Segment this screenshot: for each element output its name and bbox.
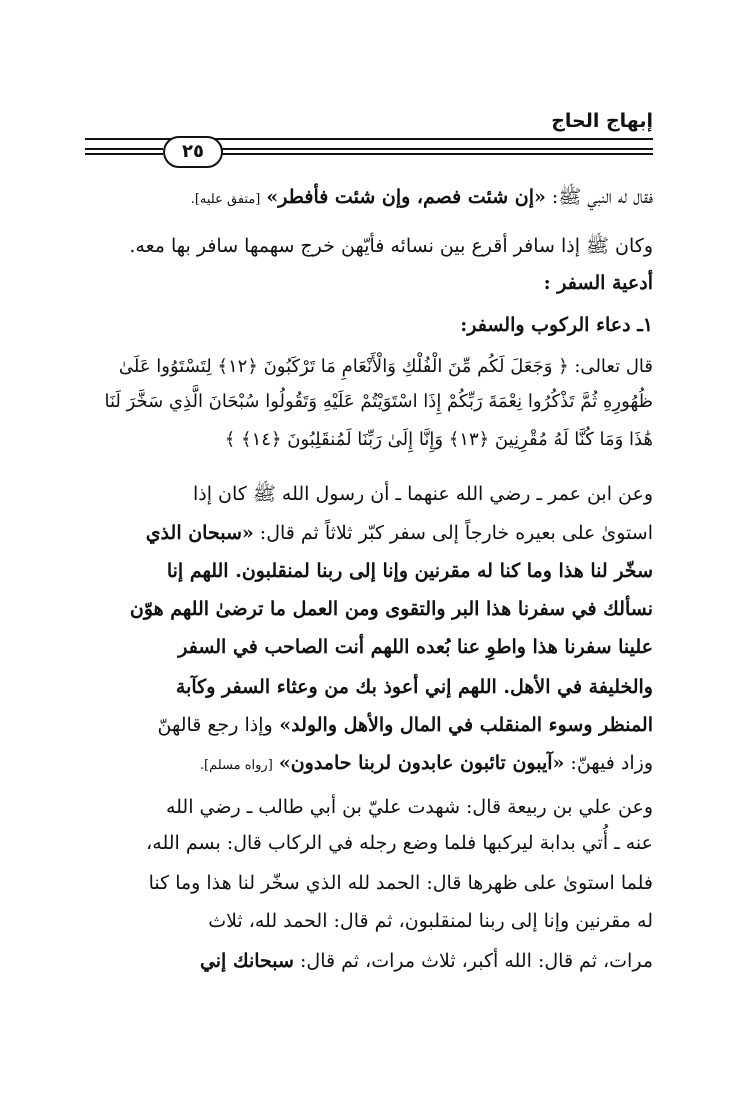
text-line (80, 428, 653, 450)
text-line (80, 796, 653, 818)
bold-text: «سبحان الذي (145, 522, 254, 544)
text-line (80, 560, 653, 582)
text-line (80, 636, 653, 658)
text-line (80, 872, 653, 894)
bold-text: ١ـ دعاء الركوب والسفر: (460, 314, 653, 336)
bold-text: أدعية السفر : (543, 272, 653, 294)
text-line (80, 314, 653, 336)
text-span: وزاد فيهنّ: (564, 752, 653, 774)
bold-text: «آيبون تائبون عابدون لربنا حامدون» (278, 752, 565, 774)
text-span: وعن علي بن ربيعة قال: شهدت عليّ بن أبي طالب ـ رضي الله (165, 796, 653, 818)
text-line (80, 522, 653, 544)
quran-verse: ظُهُورِهِ ثُمَّ تَذْكُرُوا نِعْمَةَ رَبِّكُمْ إِذَا اسْتَوَيْتُمْ عَلَيْهِ وَتَقُولُوا سُبْحَانَ الَّذِي سَخَّرَ لَنَا (104, 391, 653, 412)
text-span: وعن ابن عمر ـ رضي الله عنهما ـ أن رسول الله ﷺ كان إذا (193, 483, 653, 505)
text-span: وكان ﷺ إذا سافر أقرع بين نسائه فأيّهن خرج سهمها سافر بها معه. (129, 235, 653, 257)
bold-text: المنظر وسوء المنقلب في المال والأهل والولد» (272, 714, 653, 736)
quran-verse: قال تعالى: ﴿ وَجَعَلَ لَكُم مِّنَ الْفُلْكِ وَالْأَنْعَامِ مَا تَرْكَبُونَ ﴿١٢﴾ لِتَسْتَوُوا عَلَىٰ (118, 356, 653, 377)
text-line (80, 185, 653, 213)
bold-text: والخليفة في الأهل. اللهم إني أعوذ بك من وعثاء السفر وكآبة (175, 676, 653, 698)
text-line (80, 482, 653, 510)
text-line (80, 752, 653, 774)
running-header-title: إبهاج الحاج (551, 110, 653, 132)
text-line (80, 676, 653, 698)
text-span: له مقرنين وإنا إلى ربنا لمنقلبون، ثم قال: الحمد لله، ثلاث (208, 910, 653, 932)
text-line (80, 714, 653, 736)
text-line (80, 355, 653, 377)
header-rule-right-2 (220, 153, 653, 155)
header-rule-left (85, 148, 163, 150)
text-line (80, 950, 653, 972)
text-line (80, 832, 653, 854)
header-rule-left-2 (85, 153, 163, 155)
text-span: وإذا رجع قالهنّ (157, 714, 273, 736)
text-line (80, 390, 653, 412)
bold-text: «إن شئت فصم، وإن شئت فأفطر» (266, 186, 546, 208)
quran-verse: هَٰذَا وَمَا كُنَّا لَهُ مُقْرِنِينَ ﴿١٣﴾ وَإِنَّا إِلَىٰ رَبِّنَا لَمُنقَلِبُونَ ﴿١٤﴾ ﴾ (224, 429, 653, 450)
text-span: عنه ـ أُتي بدابة ليركبها فلما وضع رجله في الركاب قال: بسم الله، (146, 832, 653, 854)
text-span: فقال له النبي ﷺ: (545, 186, 653, 208)
text-line (80, 598, 653, 620)
text-span: استوىٰ على بعيره خارجاً إلى سفر كبّر ثلاثاً ثم قال: (253, 522, 653, 544)
bold-text: سخّر لنا هذا وما كنا له مقرنين وإنا إلى ربنا لمنقلبون. اللهم إنا (166, 560, 653, 582)
text-span: مرات، ثم قال: الله أكبر، ثلاث مرات، ثم قال: (293, 950, 653, 972)
text-line (80, 234, 653, 262)
bold-text: علينا سفرنا هذا واطوِ عنا بُعده اللهم أنت الصاحب في السفر (178, 636, 653, 658)
bold-text: سبحانك إني (199, 950, 294, 972)
header-rule-right (220, 148, 653, 150)
text-line (80, 272, 653, 294)
page-number: ٢٥ (163, 136, 223, 168)
citation-ref: [متفق عليه]. (190, 192, 261, 207)
bold-text: نسألك في سفرنا هذا البر والتقوى ومن العمل ما ترضىٰ اللهم هوّن (129, 598, 653, 620)
text-span: فلما استوىٰ على ظهرها قال: الحمد لله الذي سخّر لنا هذا وما كنا (148, 872, 653, 894)
text-line (80, 910, 653, 932)
citation-ref: [رواه مسلم]. (199, 758, 273, 773)
